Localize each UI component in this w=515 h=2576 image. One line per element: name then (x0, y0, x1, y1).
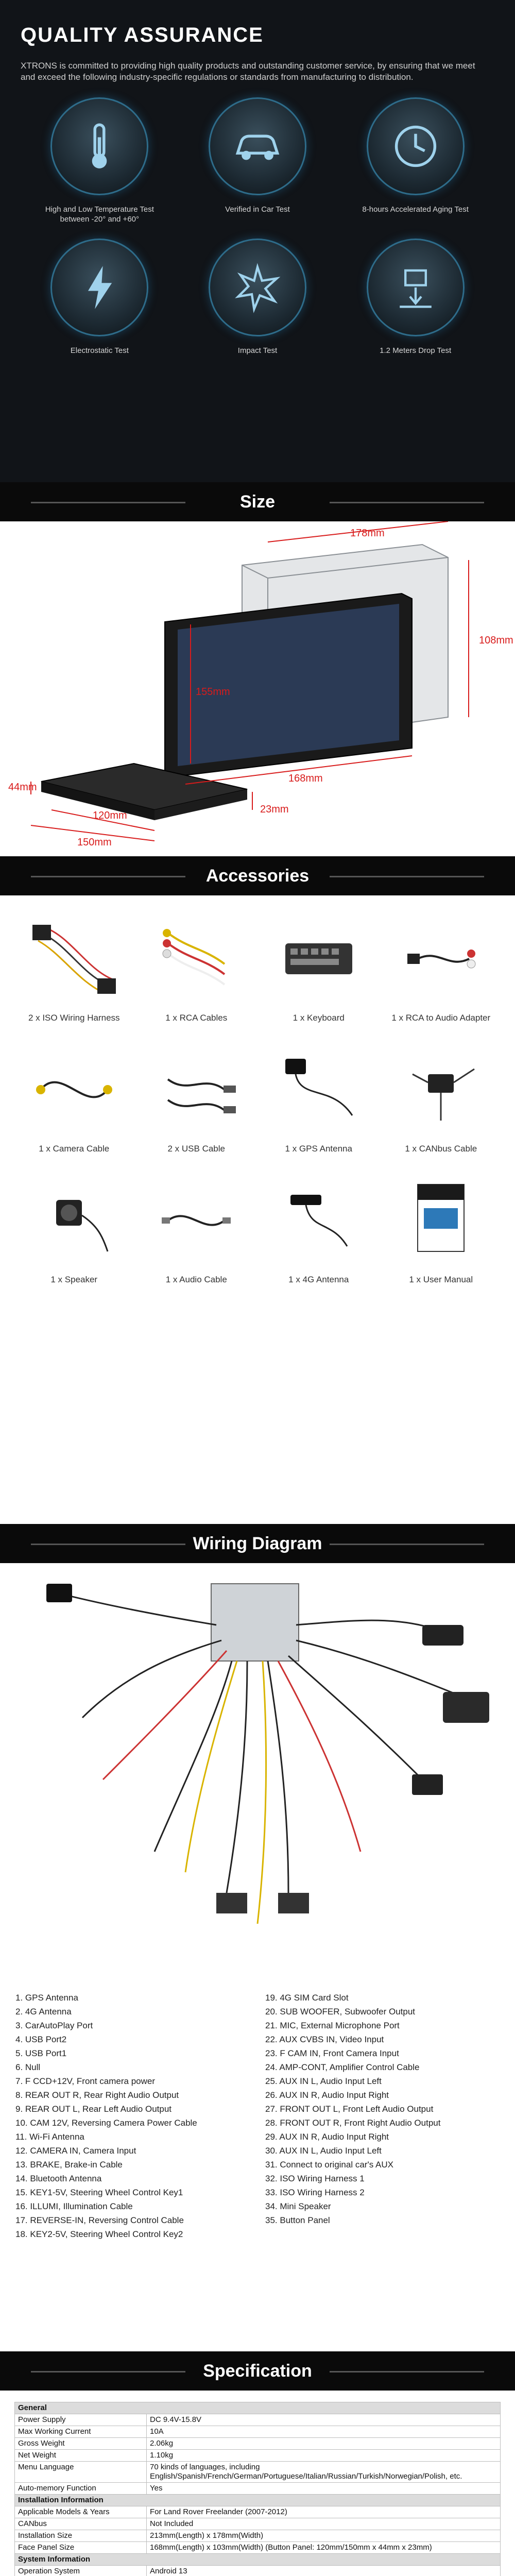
spec-section-header (0, 2351, 515, 2391)
wiring-legend-item: 7. F CCD+12V, Front camera power (15, 2076, 156, 2086)
spec-value: 168mm(Length) x 103mm(Width) (Button Panel: 120mm/150mm x 44mm x 23mm) (147, 2542, 501, 2554)
dimension-label: 120mm (93, 810, 127, 821)
dimension-label: 155mm (196, 686, 230, 698)
accessory-label: 1 x RCA to Audio Adapter (391, 1013, 491, 1023)
qa-test-label: 8-hours Accelerated Aging Test (362, 205, 469, 214)
wiring-legend-item: 19. 4G SIM Card Slot (265, 1993, 349, 2003)
accessory-label: 1 x Speaker (50, 1275, 98, 1284)
accessory-item (383, 1041, 500, 1154)
wiring-legend-item: 9. REAR OUT L, Rear Left Audio Output (15, 2104, 172, 2114)
wiring-legend-item: 12. CAMERA IN, Camera Input (15, 2146, 136, 2156)
accessory-label: 1 x Keyboard (293, 1013, 345, 1023)
accessory-item (260, 1041, 377, 1154)
qa-title: QUALITY ASSURANCE (21, 24, 264, 46)
canbus-cable-icon (389, 1041, 492, 1139)
spec-key: Gross Weight (15, 2438, 147, 2450)
spec-value: 2.06kg (147, 2438, 501, 2450)
wiring-legend-item: 32. ISO Wiring Harness 1 (265, 2174, 365, 2183)
qa-test-item (21, 239, 179, 355)
clock-icon (367, 97, 465, 195)
spec-value: Yes (147, 2483, 501, 2495)
spec-category-row (15, 2495, 501, 2506)
wiring-legend-item: 21. MIC, External Microphone Port (265, 2021, 400, 2030)
qa-test-label: High and Low Temperature Test between -20° and +60° (45, 205, 154, 224)
spec-key: Menu Language (15, 2462, 147, 2483)
spec-row (15, 2450, 501, 2462)
wiring-legend-item: 18. KEY2-5V, Steering Wheel Control Key2 (15, 2229, 183, 2239)
wiring-diagram-image (0, 1563, 515, 1975)
gps-antenna-icon (267, 1041, 370, 1139)
wiring-legend-item: 20. SUB WOOFER, Subwoofer Output (265, 2007, 416, 2016)
spec-row (15, 2518, 501, 2530)
wiring-legend-item: 33. ISO Wiring Harness 2 (265, 2188, 365, 2197)
qa-test-item (179, 239, 337, 355)
spec-key: Auto-memory Function (15, 2483, 147, 2495)
wiring-legend-item: 34. Mini Speaker (265, 2201, 331, 2211)
dimension-label: 178mm (350, 528, 385, 539)
accessory-label: 1 x GPS Antenna (285, 1144, 352, 1154)
quality-assurance-section (0, 0, 515, 482)
accessory-label: 1 x User Manual (409, 1275, 473, 1284)
spec-row (15, 2506, 501, 2518)
wiring-legend-item: 23. F CAM IN, Front Camera Input (265, 2048, 399, 2058)
spec-key: Power Supply (15, 2414, 147, 2426)
accessory-item (260, 1172, 377, 1285)
wiring-legend-item: 4. USB Port2 (15, 2035, 67, 2044)
wiring-legend-item: 10. CAM 12V, Reversing Camera Power Cable (15, 2118, 197, 2128)
wiring-legend-item: 1. GPS Antenna (15, 1993, 78, 2003)
wiring-legend-right (265, 1991, 500, 2241)
spec-category-label: Installation Information (15, 2495, 501, 2506)
rca-adapter-icon (389, 910, 492, 1008)
size-title: Size (239, 492, 276, 512)
wiring-legend-item: 6. Null (15, 2062, 41, 2072)
spec-title: Specification (203, 2361, 312, 2381)
accessory-item (15, 1172, 133, 1285)
lightning-icon (50, 239, 148, 336)
spec-value: Not Included (147, 2518, 501, 2530)
spec-key: Installation Size (15, 2530, 147, 2542)
qa-test-item (336, 97, 494, 224)
spec-value: DC 9.4V-15.8V (147, 2414, 501, 2426)
spec-table-body (15, 2402, 501, 2576)
qa-test-label: 1.2 Meters Drop Test (380, 346, 452, 355)
size-section (0, 521, 515, 856)
spec-category-label: System Information (15, 2554, 501, 2566)
spec-table (14, 2402, 501, 2576)
wiring-section-header (0, 1524, 515, 1563)
wiring-legend (0, 1975, 515, 2241)
wiring-section (0, 1563, 515, 2351)
wiring-legend-item: 31. Connect to original car's AUX (265, 2160, 393, 2170)
dimension-label: 44mm (8, 782, 37, 793)
dimension-label: 168mm (288, 773, 323, 784)
dimension-label: 108mm (479, 635, 513, 646)
spec-row (15, 2566, 501, 2576)
wiring-legend-item: 14. Bluetooth Antenna (15, 2174, 102, 2183)
camera-cable-icon (23, 1041, 126, 1139)
spec-value: 1.10kg (147, 2450, 501, 2462)
wiring-legend-item: 11. Wi-Fi Antenna (15, 2132, 84, 2142)
audio-cable-icon (145, 1172, 248, 1269)
dimension-label: 150mm (77, 837, 112, 848)
qa-description: XTRONS is committed to providing high quality products and outstanding customer service, by ensuring that we meet and exceed the following industry-specific regulations or standards from manufacturing to distribution. (21, 61, 475, 82)
qa-test-label: Electrostatic Test (70, 346, 129, 355)
wiring-legend-item: 27. FRONT OUT L, Front Left Audio Output (265, 2104, 434, 2114)
spec-value: Android 13 (147, 2566, 501, 2576)
qa-test-item (336, 239, 494, 355)
accessory-label: 1 x CANbus Cable (405, 1144, 477, 1154)
wiring-legend-item: 35. Button Panel (265, 2215, 330, 2225)
wiring-legend-item: 3. CarAutoPlay Port (15, 2021, 93, 2030)
spec-row (15, 2483, 501, 2495)
wiring-legend-item: 17. REVERSE-IN, Reversing Control Cable (15, 2215, 184, 2225)
qa-test-item (21, 97, 179, 224)
wiring-legend-item: 15. KEY1-5V, Steering Wheel Control Key1 (15, 2188, 183, 2197)
thermometer-icon (50, 97, 148, 195)
spec-row (15, 2462, 501, 2483)
wiring-legend-item: 24. AMP-CONT, Amplifier Control Cable (265, 2062, 420, 2072)
spec-key: Operation System (15, 2566, 147, 2576)
accessories-title: Accessories (205, 866, 310, 886)
accessory-item (138, 1041, 255, 1154)
wiring-legend-item: 28. FRONT OUT R, Front Right Audio Output (265, 2118, 441, 2128)
spec-value: 10A (147, 2426, 501, 2438)
accessory-label: 1 x RCA Cables (165, 1013, 228, 1023)
wiring-legend-item: 8. REAR OUT R, Rear Right Audio Output (15, 2090, 179, 2100)
qa-test-item (179, 97, 337, 224)
car-icon (209, 97, 306, 195)
spec-key: Max Working Current (15, 2426, 147, 2438)
wiring-legend-item: 22. AUX CVBS IN, Video Input (265, 2035, 384, 2044)
spec-row (15, 2414, 501, 2426)
accessory-item (383, 910, 500, 1023)
accessory-label: 2 x USB Cable (167, 1144, 225, 1154)
wiring-legend-item: 5. USB Port1 (15, 2048, 67, 2058)
rca-cable-icon (145, 910, 248, 1008)
spec-key: Net Weight (15, 2450, 147, 2462)
qa-test-label: Impact Test (237, 346, 278, 355)
spec-category-label: General (15, 2402, 501, 2414)
spec-category-row (15, 2554, 501, 2566)
accessories-section-header (0, 856, 515, 895)
accessory-item (138, 910, 255, 1023)
accessory-label: 1 x Audio Cable (165, 1275, 227, 1284)
wiring-legend-item: 30. AUX IN L, Audio Input Left (265, 2146, 382, 2156)
spec-row (15, 2542, 501, 2554)
accessory-label: 2 x ISO Wiring Harness (28, 1013, 120, 1023)
spec-value: 70 kinds of languages, including English/Spanish/French/German/Portuguese/Italian/Russian/Turkish/Norwegian/Polish, etc. (147, 2462, 501, 2483)
accessory-item (15, 1041, 133, 1154)
keyboard-icon (267, 910, 370, 1008)
accessory-item (15, 910, 133, 1023)
spec-value: 213mm(Length) x 178mm(Width) (147, 2530, 501, 2542)
accessory-item (138, 1172, 255, 1285)
wiring-legend-left (15, 1991, 250, 2241)
spec-row (15, 2530, 501, 2542)
accessory-label: 1 x Camera Cable (39, 1144, 110, 1154)
qa-test-grid (21, 97, 494, 355)
drop-icon (367, 239, 465, 336)
wiring-legend-item: 26. AUX IN R, Audio Input Right (265, 2090, 389, 2100)
dimension-label: 23mm (260, 804, 289, 815)
size-section-header (0, 482, 515, 521)
wiring-legend-item: 29. AUX IN R, Audio Input Right (265, 2132, 389, 2142)
accessories-grid (15, 910, 500, 1285)
usb-cable-icon (145, 1041, 248, 1139)
wiring-title: Wiring Diagram (193, 1533, 322, 1553)
spec-key: Face Panel Size (15, 2542, 147, 2554)
wiring-legend-item: 25. AUX IN L, Audio Input Left (265, 2076, 382, 2086)
unit-size-drawing (0, 521, 515, 856)
spec-value: For Land Rover Freelander (2007-2012) (147, 2506, 501, 2518)
wiring-legend-item: 2. 4G Antenna (15, 2007, 72, 2016)
wiring-harness-icon (23, 910, 126, 1008)
accessories-section (0, 895, 515, 1524)
qa-test-label: Verified in Car Test (225, 205, 290, 214)
wiring-legend-item: 16. ILLUMI, Illumination Cable (15, 2201, 133, 2211)
spec-key: CANbus (15, 2518, 147, 2530)
spec-row (15, 2426, 501, 2438)
spec-key: Applicable Models & Years (15, 2506, 147, 2518)
accessory-item (260, 910, 377, 1023)
4g-antenna-icon (267, 1172, 370, 1269)
accessory-label: 1 x 4G Antenna (288, 1275, 349, 1284)
wiring-legend-item: 13. BRAKE, Brake-in Cable (15, 2160, 123, 2170)
user-manual-icon (389, 1172, 492, 1269)
spec-row (15, 2438, 501, 2450)
speaker-icon (23, 1172, 126, 1269)
accessory-item (383, 1172, 500, 1285)
spec-section (0, 2391, 515, 2576)
spec-category-row (15, 2402, 501, 2414)
impact-icon (209, 239, 306, 336)
